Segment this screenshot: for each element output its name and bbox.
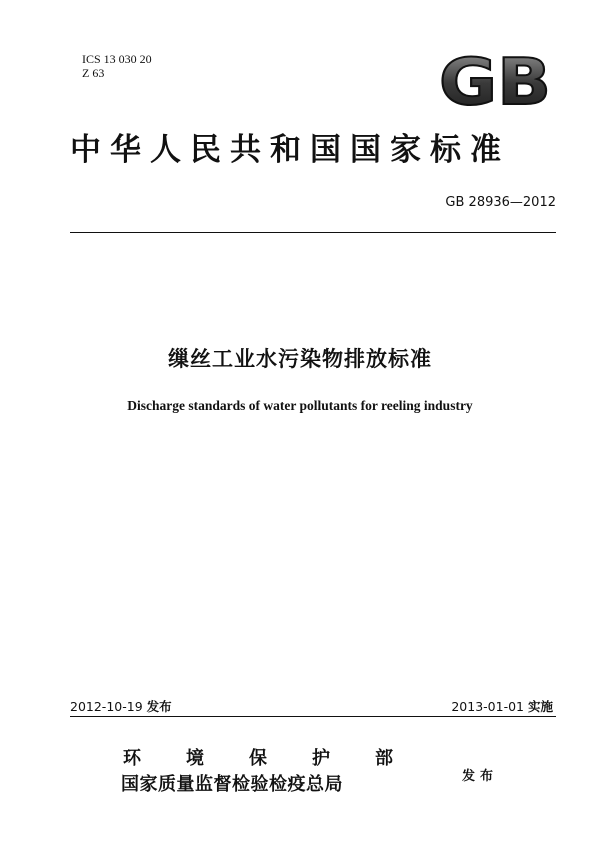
bottom-divider [70,716,556,717]
implement-date-block [451,697,553,715]
classification-codes [82,52,152,80]
ccs-code: Z 63 [82,66,105,80]
gb-logo-icon [436,50,554,112]
issue-date: 2012-10-19 [70,699,143,714]
issue-date-block [70,697,172,715]
logo-text: GB [439,50,551,112]
ics-code: ICS 13 030 20 [82,52,152,66]
issuer-administration: 国家质量监督检验检疫总局 [121,774,343,795]
top-divider [70,232,556,233]
issuer-ministry: 环境保护部 [123,748,438,769]
english-title: Discharge standards of water pollutants for reeling industry [127,398,473,413]
issue-label: 发布 [146,699,172,714]
publish-label: 发布 [462,769,499,784]
implement-date: 2013-01-01 [451,699,524,714]
implement-label: 实施 [527,699,553,714]
national-standard-heading: 中华人民共和国国家标准 [70,132,510,168]
standard-number: GB 28936—2012 [445,195,556,210]
chinese-title: 缫丝工业水污染物排放标准 [168,347,432,371]
